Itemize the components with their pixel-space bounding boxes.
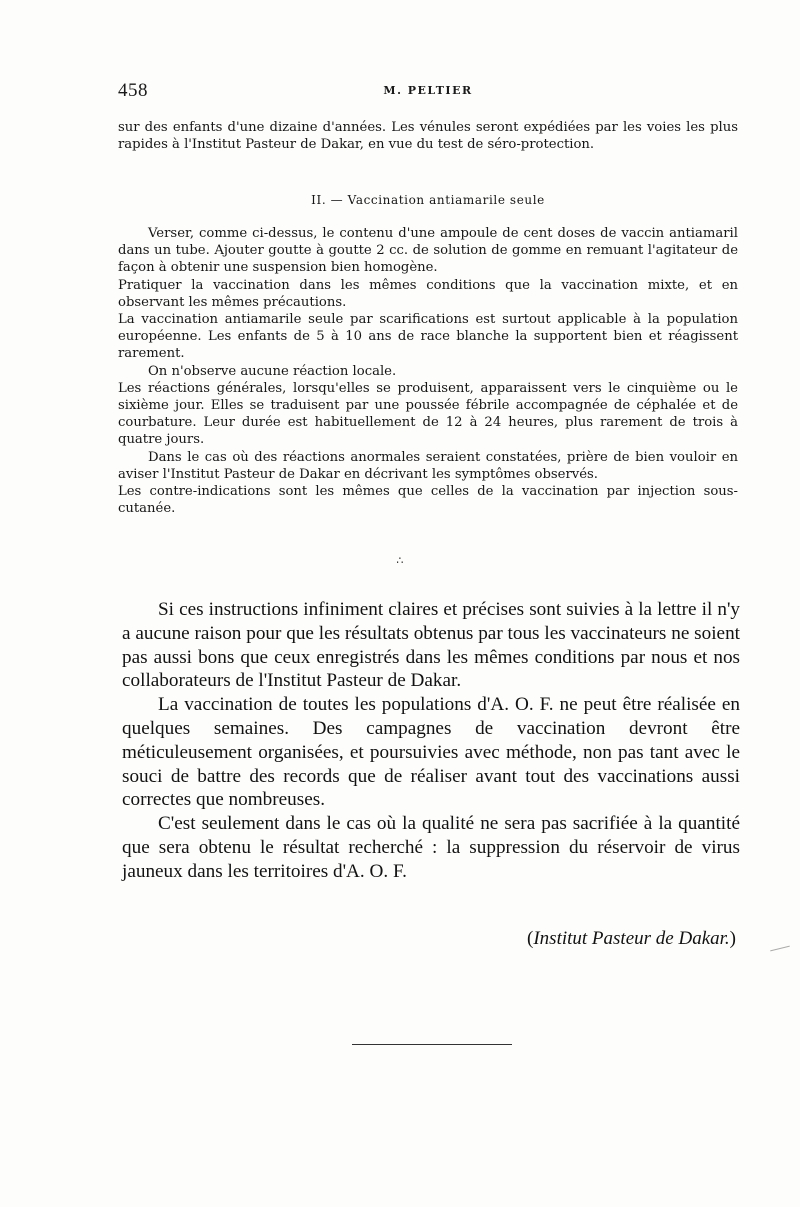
- section-paragraph: Pratiquer la vaccination dans les mêmes conditions que la vaccination mixte, et en observant les mêmes précautions.: [118, 277, 738, 310]
- end-rule: [352, 1044, 512, 1045]
- section-paragraph: Les réactions générales, lorsqu'elles se produisent, apparaissent vers le cinquième ou le sixième jour. Elles se traduisent par une poussée fébrile accompagnée de céphalée et de courbature. Leur durée est habituellement de 12 à 24 heures, plus rarement de trois à quatre jours.: [118, 380, 738, 448]
- section-title: II. — Vaccination antiamarile seule: [311, 193, 545, 207]
- intro-block: [118, 119, 738, 153]
- section-paragraph: On n'observe aucune réaction locale.: [148, 363, 397, 379]
- conclusion-paragraph: Si ces instructions infiniment claires et précises sont suivies à la lettre il n'y a aucune raison pour que les résultats obtenus par tous les vaccinateurs ne soient pas aussi bons que ceux enregistrés dans les mêmes conditions par nous et nos collaborateurs de l'Institut Pasteur de Dakar.: [122, 599, 740, 692]
- signature: [527, 928, 736, 950]
- section-paragraph: La vaccination antiamarile seule par scarifications est surtout applicable à la population européenne. Les enfants de 5 à 10 ans de race blanche la supportent bien et réagissent rarement.: [118, 312, 738, 362]
- section-body: [118, 225, 738, 517]
- signature-close-paren: ): [729, 928, 736, 949]
- signature-open-paren: (: [527, 928, 534, 949]
- section-paragraph: Verser, comme ci-dessus, le contenu d'une ampoule de cent doses de vaccin antiamaril dans un tube. Ajouter goutte à goutte 2 cc. de solution de gomme en remuant l'agitateur de façon à obtenir une suspension bien homogène.: [118, 226, 738, 276]
- section-paragraph: Les contre-indications sont les mêmes que celles de la vaccination par injection sous-cutanée.: [118, 484, 738, 517]
- page-header: [118, 80, 738, 102]
- section-paragraph: Dans le cas où des réactions anormales seraient constatées, prière de bien vouloir en aviser l'Institut Pasteur de Dakar en décrivant les symptômes observés.: [118, 449, 738, 482]
- signature-text: Institut Pasteur de Dakar.: [533, 928, 730, 949]
- asterism-ornament: ∴: [396, 554, 404, 567]
- page-number: 458: [118, 80, 148, 101]
- margin-mark: [770, 946, 790, 952]
- conclusion-block: [122, 598, 740, 884]
- conclusion-paragraph: C'est seulement dans le cas où la qualité ne sera pas sacrifiée à la quantité que sera obtenu le résultat recherché : la suppression du réservoir de virus jauneux dans les territoires d'A. O. F.: [122, 813, 740, 882]
- intro-paragraph: sur des enfants d'une dizaine d'années. Les vénules seront expédiées par les voies les plus rapides à l'Institut Pasteur de Dakar, en vue du test de séro-protection.: [118, 120, 738, 153]
- conclusion-paragraph: La vaccination de toutes les populations d'A. O. F. ne peut être réalisée en quelques semaines. Des campagnes de vaccination devront être méticuleusement organisées, et poursuivies avec méthode, non pas tant avec le souci de battre des records que de réaliser avant tout des vaccinations aussi correctes que nombreuses.: [122, 694, 740, 811]
- running-head: M. PELTIER: [383, 84, 473, 97]
